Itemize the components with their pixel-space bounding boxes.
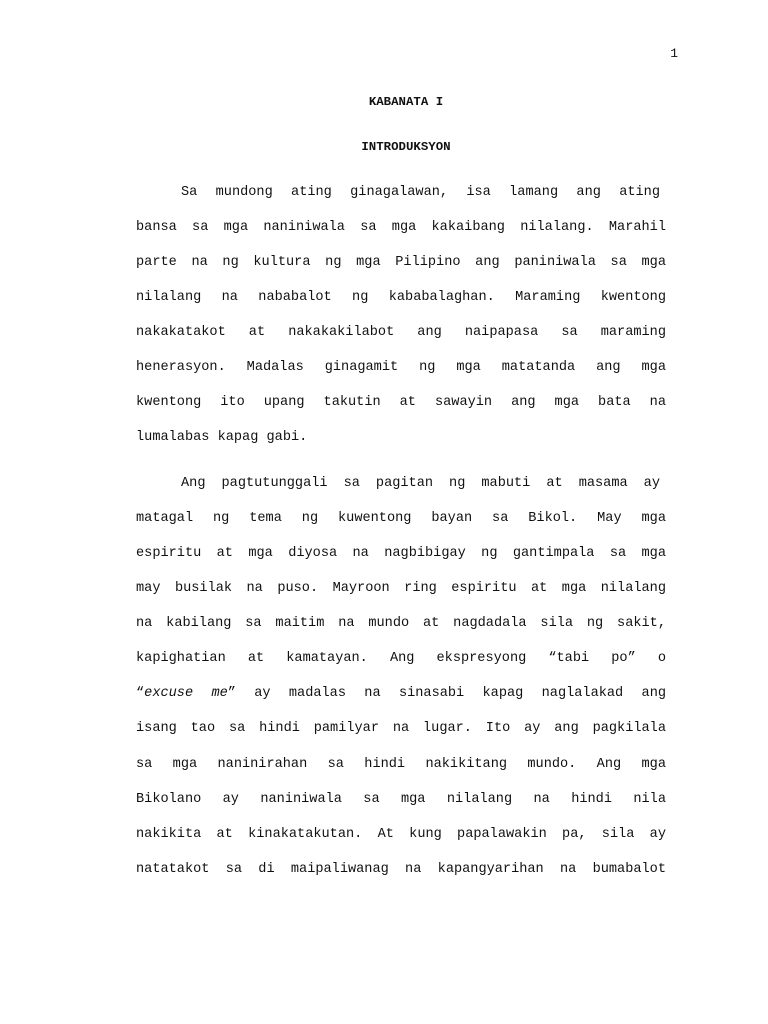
paragraph-line: na kabilang sa maitim na mundo at nagdadala sila ng sakit,: [136, 616, 666, 631]
open-quote: “: [136, 686, 145, 701]
chapter-title: KABANATA I: [368, 95, 444, 109]
paragraph-line: nakikita at kinakatakutan. At kung papalawakin pa, sila ay: [136, 827, 666, 842]
paragraph-line: isang tao sa hindi pamilyar na lugar. Ito ay ang pagkilala: [136, 721, 666, 736]
paragraph-line: parte na ng kultura ng mga Pilipino ang paniniwala sa mga: [136, 255, 666, 270]
paragraph-line: may busilak na puso. Mayroon ring espiritu at mga nilalang: [136, 581, 666, 596]
italic-phrase: excuse me: [144, 686, 228, 701]
paragraph-line: nilalang na nababalot ng kababalaghan. Maraming kwentong: [136, 290, 666, 305]
paragraph-line: sa mga naninirahan sa hindi nakikitang mundo. Ang mga: [136, 757, 666, 772]
paragraph-line: espiritu at mga diyosa na nagbibigay ng gantimpala sa mga: [136, 546, 666, 561]
paragraph-line: henerasyon. Madalas ginagamit ng mga matatanda ang mga: [136, 360, 666, 375]
paragraph-line: kwentong ito upang takutin at sawayin ang mga bata na: [136, 395, 666, 410]
section-title: INTRODUKSYON: [361, 140, 451, 154]
paragraph-line: nakakatakot at nakakakilabot ang naipapasa sa maraming: [136, 325, 666, 340]
paragraph-line: matagal ng tema ng kuwentong bayan sa Bikol. May mga: [136, 511, 666, 526]
paragraph-line: kapighatian at kamatayan. Ang ekspresyong “tabi po” o: [136, 651, 666, 666]
paragraph-line: [136, 685, 666, 703]
paragraph-line: natatakot sa di maipaliwanag na kapangyarihan na bumabalot: [136, 862, 666, 877]
paragraph-line: Ang pagtutunggali sa pagitan ng mabuti at masama ay: [181, 476, 660, 491]
paragraph-line: bansa sa mga naniniwala sa mga kakaibang nilalang. Marahil: [136, 220, 666, 235]
paragraph-line: lumalabas kapag gabi.: [136, 430, 308, 445]
paragraph-line: Bikolano ay naniniwala sa mga nilalang na hindi nila: [136, 792, 666, 807]
paragraph-line: Sa mundong ating ginagalawan, isa lamang ang ating: [181, 185, 660, 200]
line-rest: ” ay madalas na sinasabi kapag naglalakad ang: [227, 686, 667, 701]
page-number: 1: [670, 46, 678, 61]
